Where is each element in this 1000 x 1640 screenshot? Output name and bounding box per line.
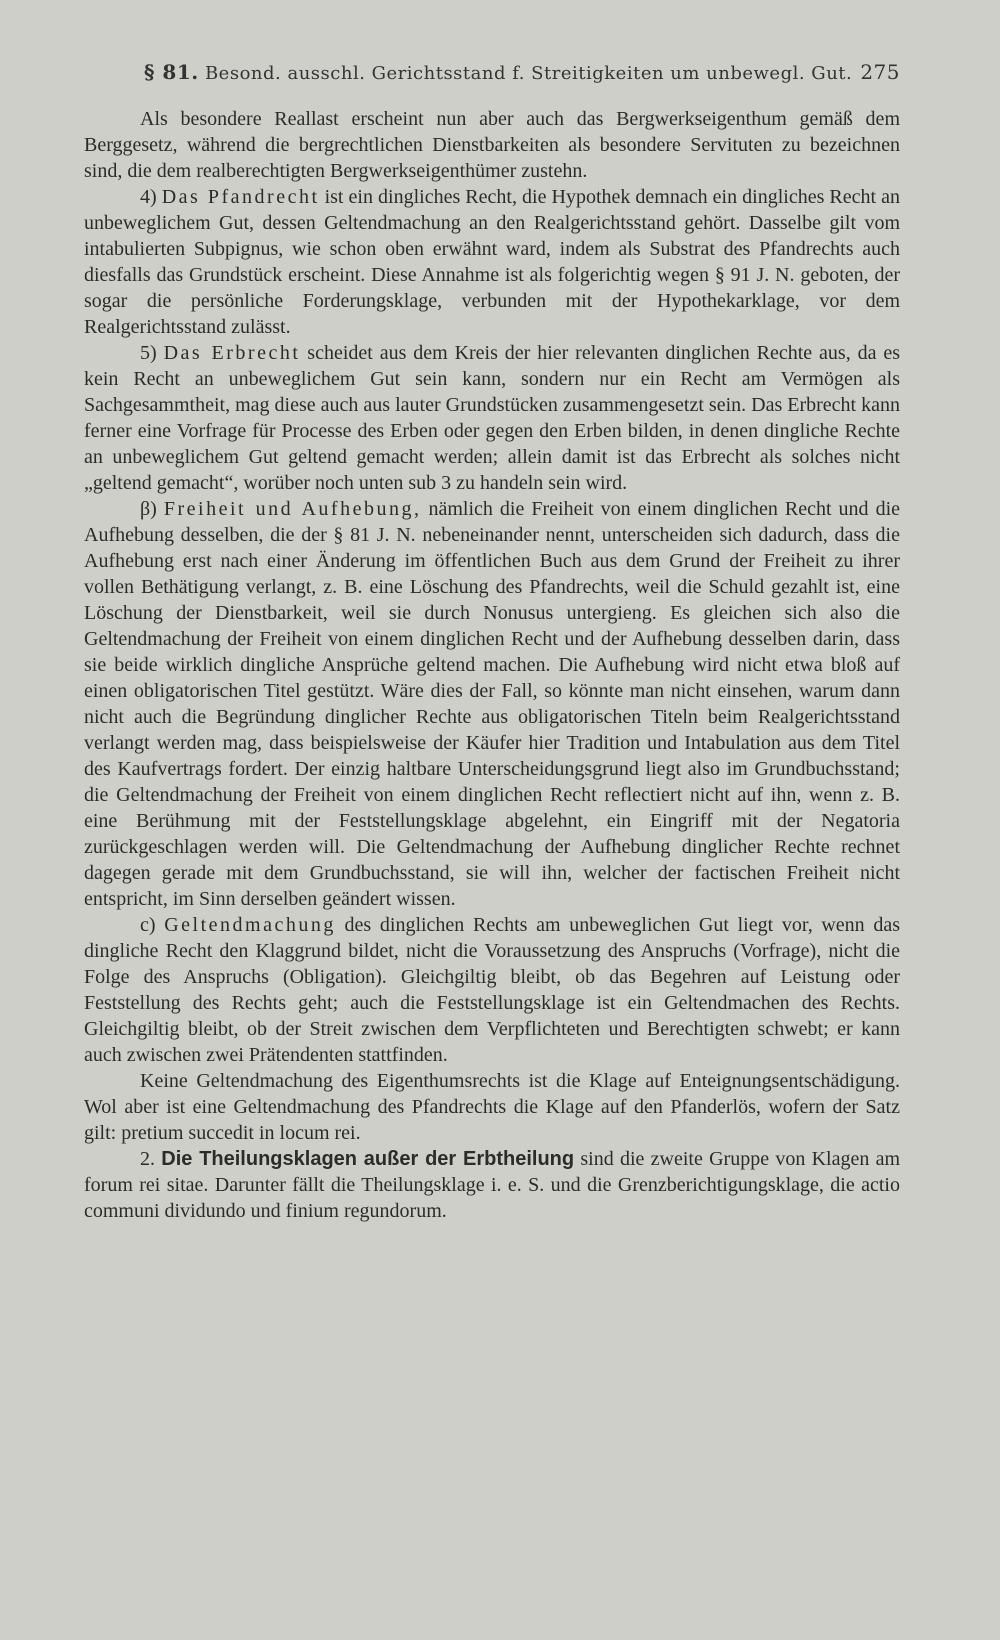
paragraph-theilungsklagen: [84, 1146, 900, 1224]
bold-term: Die Theilungsklagen außer der Erbtheilung: [161, 1148, 575, 1170]
item-number: 2.: [140, 1148, 155, 1170]
paragraph-text: scheidet aus dem Kreis der hier relevanten dinglichen Rechte aus, da es kein Recht an unbeweglichem Gut sein kann, sondern nur ein Recht am Vermögen als Sachgesammtheit, mag diese auch aus lauter Grundstücken zusammengesetzt sein. Das Erbrecht kann ferner eine Vorfrage für Processe des Erben oder gegen den Erben bilden, in denen dingliche Rechte an unbeweglichem Gut geltend gemacht werden; allein damit ist das Erbrecht als solches nicht „geltend gemacht“, worüber noch unten sub 3 zu handeln sein wird.: [84, 342, 901, 494]
paragraph-pfandrecht: [84, 184, 900, 340]
paragraph-text: ist ein dingliches Recht, die Hypothek demnach ein dingliches Recht an unbeweglichem Gut, dessen Geltendmachung an den Realgerichtsstand gehört. Dasselbe gilt vom intabulierten Subpignus, wie schon oben erwähnt ward, indem als Substrat des Pfandrechts auch diesfalls das Grundstück erscheint. Diese Annahme ist als folgerichtig wegen § 91 J. N. geboten, der sogar die persönliche Forderungsklage, verbunden mit der Hypothekarklage, vor dem Realgerichtsstand zulässt.: [84, 186, 901, 338]
spaced-term: Freiheit und Aufhebung,: [163, 498, 422, 520]
item-number: 5): [140, 342, 157, 364]
item-number: 4): [140, 186, 157, 208]
body-text: [84, 106, 900, 1224]
paragraph-text: nämlich die Freiheit von einem dinglichen Recht und die Aufhebung desselben, die der § 81 J. N. nebeneinander nennt, unterscheiden sich dadurch, dass die Aufhebung erst nach einer Änderung im öffentlichen Buch aus dem Grund der Freiheit zu ihrer vollen Bethätigung verlangt, z. B. eine Löschung des Pfandrechts, weil die Schuld gezahlt ist, eine Löschung der Dienstbarkeit, weil sie durch Nonusus untergieng. Es gleichen sich also die Geltendmachung der Freiheit von einem dinglichen Recht und der Aufhebung desselben darin, dass sie beide wirklich dingliche Ansprüche geltend machen. Die Aufhebung wird nicht etwa bloß auf einen obligatorischen Titel gestützt. Wäre dies der Fall, so könnte man nicht einsehen, warum dann nicht auch die Begründung dinglicher Rechte aus obligatorischen Titeln beim Realgerichtsstand verlangt werden mag, dass beispielsweise der Käufer hier Tradition und Intabulation aus dem Titel des Kaufvertrags fordert. Der einzig haltbare Unterscheidungsgrund liegt also im Grundbuchsstand; die Geltendmachung der Freiheit von einem dinglichen Recht reflectiert nicht auf ihn, wenn z. B. eine Berühmung mit der Feststellungsklage abgelehnt, ein Eingriff mit der Negatoria zurückgeschlagen werden will. Die Geltendmachung der Aufhebung dinglicher Rechte rechnet dagegen gerade mit dem Grundbuchsstand, sie will ihn, welcher der factischen Freiheit nicht entspricht, im Sinn derselben geändert wissen.: [84, 498, 900, 910]
item-number: c): [140, 914, 156, 936]
paragraph-enteignung: Keine Geltendmachung des Eigenthumsrechts ist die Klage auf Enteignungsentschädigung. Wol aber ist eine Geltendmachung des Pfandrechts die Klage auf den Pfanderlös, wofern der Satz gilt: pretium succedit in locum rei.: [84, 1070, 900, 1144]
paragraph-text: sind die zweite Gruppe von Klagen am forum rei sitae. Darunter fällt die Theilungsklage i. e. S. und die Grenzberichtigungsklage, die actio communi dividundo und finium regundorum.: [84, 1148, 901, 1222]
header-title: Besond. ausschl. Gerichtsstand f. Streitigkeiten um unbewegl. Gut.: [204, 63, 853, 84]
header-title-group: [144, 60, 852, 84]
page-number: 275: [860, 60, 900, 84]
item-number: β): [140, 498, 157, 520]
section-number: § 81.: [144, 60, 199, 84]
spaced-term: Das Erbrecht: [163, 342, 301, 364]
paragraph-bergwerk: Als besondere Reallast erscheint nun aber auch das Bergwerkseigenthum gemäß dem Berggesetz, während die bergrechtlichen Dienstbarkeiten als besondere Servituten zu bezeichnen sind, die dem realberechtigten Bergwerkseigenthümer zustehn.: [84, 108, 900, 182]
spaced-term: Geltendmachung: [164, 914, 336, 936]
paragraph-freiheit: [84, 496, 900, 912]
running-header: [144, 60, 900, 84]
spaced-term: Das Pfandrecht: [161, 186, 320, 208]
paragraph-text: des dinglichen Rechts am unbeweglichen Gut liegt vor, wenn das dingliche Recht den Klaggrund bildet, nicht die Voraussetzung des Anspruchs (Vorfrage), nicht die Folge des Anspruchs (Obligation). Gleichgiltig bleibt, ob das Begehren auf Leistung oder Feststellung des Rechts geht; auch die Feststellungsklage ist ein Geltendmachen des Rechts. Gleichgiltig bleibt, ob der Streit zwischen dem Verpflichteten und Berechtigten schwebt; er kann auch zwischen zwei Prätendenten stattfinden.: [84, 914, 901, 1066]
paragraph-erbrecht: [84, 340, 900, 496]
paragraph-geltendmachung: [84, 912, 900, 1068]
